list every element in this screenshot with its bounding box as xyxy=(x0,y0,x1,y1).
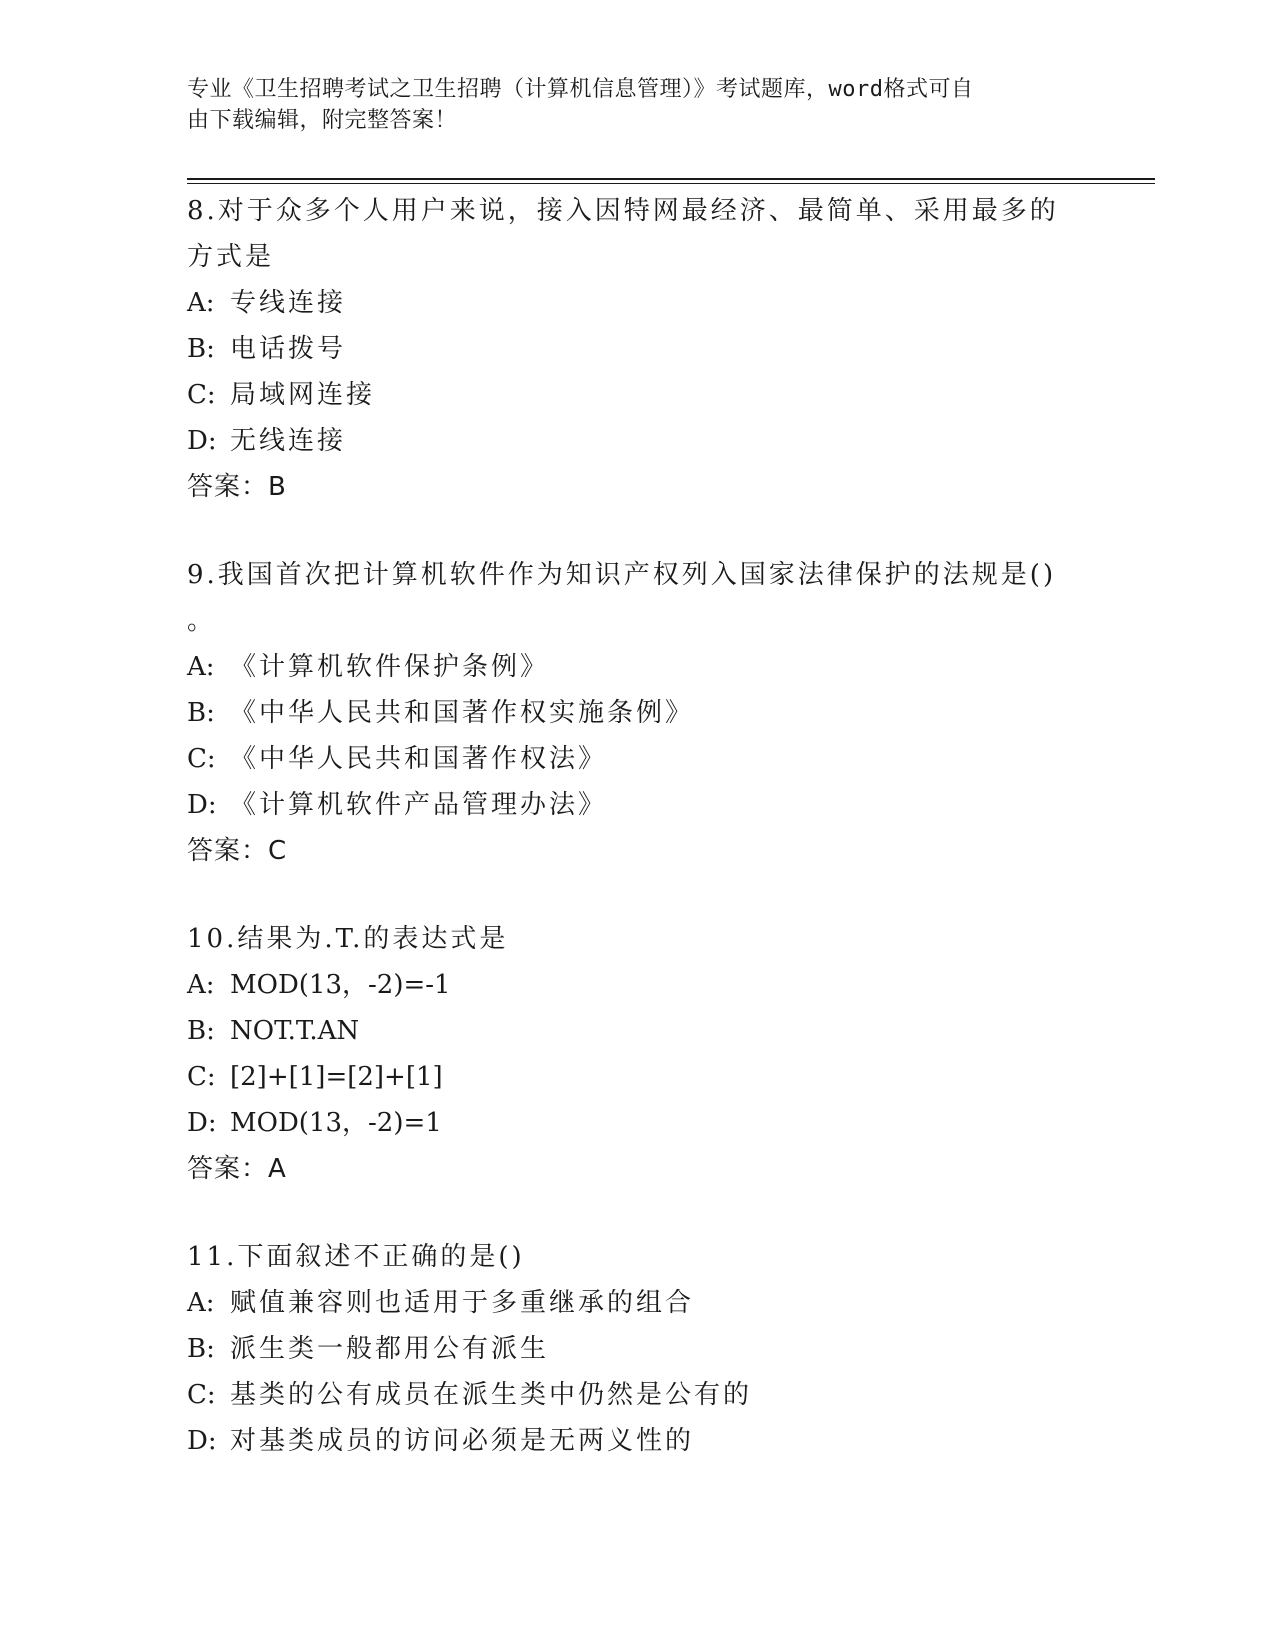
question-11 xyxy=(187,1234,1067,1464)
option-key: C: xyxy=(187,380,216,410)
option-text: 《计算机软件产品管理办法》 xyxy=(230,790,608,820)
option-c xyxy=(187,1054,1067,1100)
option-d xyxy=(187,418,1067,464)
question-stem: 10.结果为.T.的表达式是 xyxy=(187,924,509,954)
option-text: 基类的公有成员在派生类中仍然是公有的 xyxy=(230,1380,753,1410)
option-key: D: xyxy=(187,426,217,456)
option-text: 派生类一般都用公有派生 xyxy=(230,1334,550,1364)
option-text: 电话拨号 xyxy=(230,334,347,364)
option-a xyxy=(187,644,1067,690)
option-key: C: xyxy=(187,744,216,774)
option-text: 局域网连接 xyxy=(230,380,376,410)
option-key: B: xyxy=(187,698,215,728)
option-b xyxy=(187,690,1067,736)
option-key: B: xyxy=(187,334,215,364)
question-10 xyxy=(187,916,1067,1192)
header-line-1: 专业《卫生招聘考试之卫生招聘（计算机信息管理）》考试题库，word格式可自 xyxy=(187,77,974,102)
option-text: 《计算机软件保护条例》 xyxy=(230,652,550,682)
header-divider-thick xyxy=(187,178,1155,180)
option-key: A: xyxy=(187,288,215,318)
option-key: D: xyxy=(187,790,217,820)
option-a xyxy=(187,962,1067,1008)
question-stem-continued: 方式是 xyxy=(187,242,275,272)
option-key: D: xyxy=(187,1108,217,1138)
option-c xyxy=(187,736,1067,782)
option-c xyxy=(187,1372,1067,1418)
option-key: C: xyxy=(187,1380,216,1410)
question-8 xyxy=(187,188,1067,510)
answer-line: 答案：B xyxy=(187,472,287,502)
answer-line: 答案：A xyxy=(187,1154,287,1184)
option-d xyxy=(187,1100,1067,1146)
option-b xyxy=(187,1326,1067,1372)
option-text: 对基类成员的访问必须是无两义性的 xyxy=(230,1426,695,1456)
option-key: A: xyxy=(187,1288,215,1318)
option-text: MOD(13，-2)=-1 xyxy=(230,970,451,1000)
option-a xyxy=(187,1280,1067,1326)
header-divider-thin xyxy=(187,183,1155,184)
question-list xyxy=(187,188,1067,1506)
option-text: 《中华人民共和国著作权法》 xyxy=(230,744,608,774)
option-text: 无线连接 xyxy=(230,426,347,456)
option-text: 专线连接 xyxy=(230,288,347,318)
header-line-2: 由下载编辑，附完整答案！ xyxy=(187,108,458,133)
question-9 xyxy=(187,552,1067,874)
option-b xyxy=(187,1008,1067,1054)
question-stem-continued: 。 xyxy=(187,606,217,636)
option-key: B: xyxy=(187,1016,215,1046)
option-text: 赋值兼容则也适用于多重继承的组合 xyxy=(230,1288,695,1318)
option-key: D: xyxy=(187,1426,217,1456)
option-key: A: xyxy=(187,652,215,682)
option-key: B: xyxy=(187,1334,215,1364)
option-key: C: xyxy=(187,1062,216,1092)
option-a xyxy=(187,280,1067,326)
option-key: A: xyxy=(187,970,215,1000)
question-stem: 8.对于众多个人用户来说，接入因特网最经济、最简单、采用最多的 xyxy=(187,196,1059,226)
option-text: [2]+[1]=[2]+[1] xyxy=(230,1062,443,1092)
option-text: MOD(13，-2)=1 xyxy=(230,1108,442,1138)
document-header xyxy=(187,74,1067,136)
option-b xyxy=(187,326,1067,372)
option-text: NOT.T.AN xyxy=(230,1016,360,1046)
option-d xyxy=(187,1418,1067,1464)
option-c xyxy=(187,372,1067,418)
question-stem: 9.我国首次把计算机软件作为知识产权列入国家法律保护的法规是() xyxy=(187,560,1057,590)
answer-line: 答案：C xyxy=(187,836,288,866)
option-text: 《中华人民共和国著作权实施条例》 xyxy=(230,698,695,728)
option-d xyxy=(187,782,1067,828)
question-stem: 11.下面叙述不正确的是() xyxy=(187,1242,525,1272)
